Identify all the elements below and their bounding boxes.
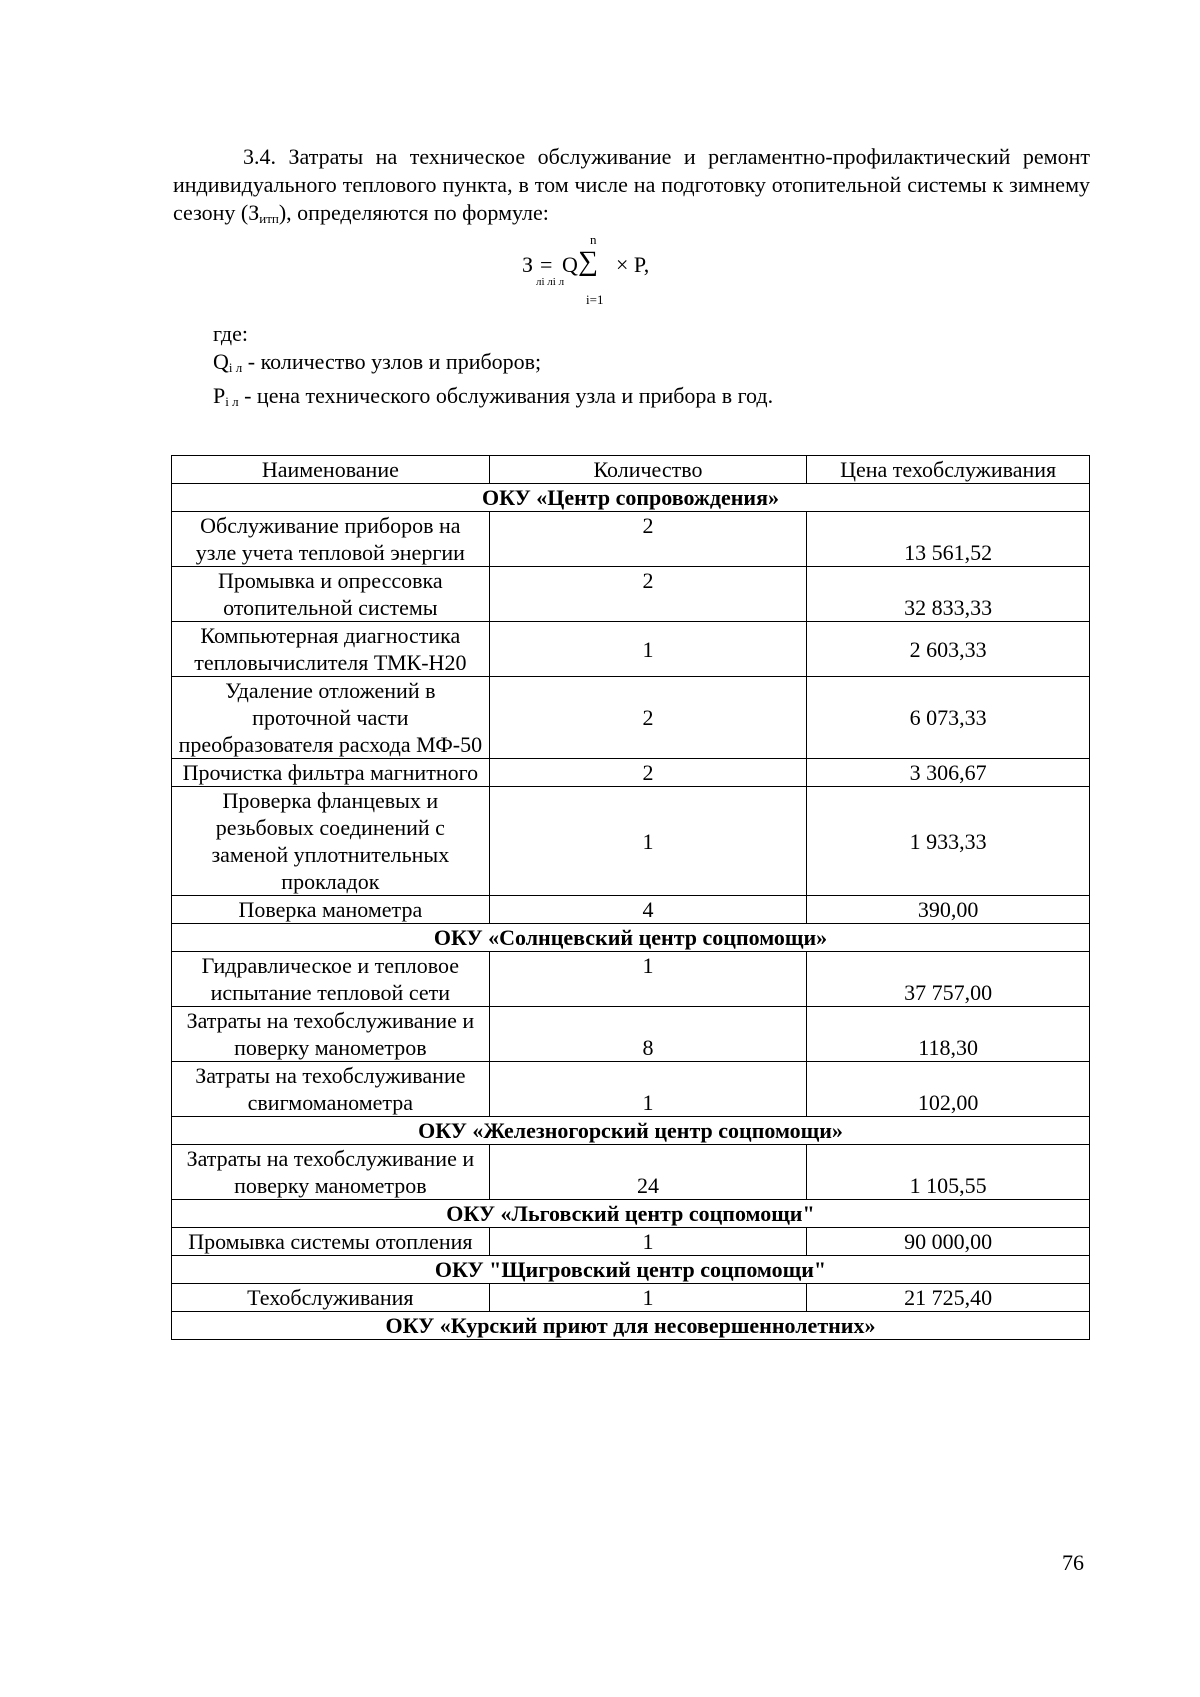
- cell-name: Поверка манометра: [172, 896, 490, 924]
- cell-price: 13 561,52: [807, 512, 1090, 567]
- table-row: [172, 1284, 1090, 1312]
- cell-quantity: 8: [489, 1007, 807, 1062]
- formula-sigma: ∑: [578, 246, 598, 277]
- cell-price: 6 073,33: [807, 677, 1090, 759]
- table-row: [172, 952, 1090, 1007]
- table-body: [172, 484, 1090, 1340]
- p-subscript: i л: [225, 394, 239, 409]
- cell-quantity: 1: [489, 1228, 807, 1256]
- q-subscript: i л: [228, 360, 243, 375]
- table-row: [172, 567, 1090, 622]
- section-title: ОКУ «Солнцевский центр соцпомощи»: [172, 924, 1090, 952]
- table-row: [172, 759, 1090, 787]
- cell-price: 118,30: [807, 1007, 1090, 1062]
- section-row: [172, 924, 1090, 952]
- cell-quantity: 2: [489, 677, 807, 759]
- section-row: [172, 1200, 1090, 1228]
- cell-quantity: 2: [489, 567, 807, 622]
- cell-price: 32 833,33: [807, 567, 1090, 622]
- cell-quantity: 2: [489, 512, 807, 567]
- cell-quantity: 4: [489, 896, 807, 924]
- cell-quantity: 1: [489, 1284, 807, 1312]
- cell-price: 3 306,67: [807, 759, 1090, 787]
- formula-q: Q: [562, 252, 578, 277]
- section-row: [172, 484, 1090, 512]
- cell-name: Гидравлическое и тепловое испытание тепловой сети: [172, 952, 490, 1007]
- cell-name: Промывка системы отопления: [172, 1228, 490, 1256]
- section-title: ОКУ "Щигровский центр соцпомощи": [172, 1256, 1090, 1284]
- p-definition: [213, 382, 773, 416]
- table-row: [172, 1062, 1090, 1117]
- formula-p: × P,: [616, 252, 650, 277]
- table-row: [172, 512, 1090, 567]
- cost-formula: [518, 232, 718, 308]
- formula-z: З: [522, 252, 534, 277]
- intro-text: 3.4. Затраты на техническое обслуживание и регламентно-профилактический ремонт индивидуального теплового пункта, в том числе на подготовку отопительной системы к зимнему сезону (З: [173, 144, 1090, 225]
- cell-price: 390,00: [807, 896, 1090, 924]
- table-row: [172, 896, 1090, 924]
- table-row: [172, 677, 1090, 759]
- cell-name: Прочистка фильтра магнитного: [172, 759, 490, 787]
- section-row: [172, 1117, 1090, 1145]
- intro-subscript: итп: [259, 211, 279, 226]
- p-symbol: P: [213, 383, 226, 408]
- q-text: - количество узлов и приборов;: [242, 349, 542, 374]
- cell-price: 102,00: [807, 1062, 1090, 1117]
- formula-subscripts: лi лi л: [536, 276, 565, 288]
- maintenance-table: [171, 455, 1090, 1340]
- cell-name: Затраты на техобслуживание и поверку манометров: [172, 1007, 490, 1062]
- cell-quantity: 1: [489, 787, 807, 896]
- cell-name: Затраты на техобслуживание свигмоманометра: [172, 1062, 490, 1117]
- table-row: [172, 1228, 1090, 1256]
- table-row: [172, 787, 1090, 896]
- q-definition: [213, 348, 773, 382]
- q-symbol: Q: [213, 349, 229, 374]
- cell-price: 90 000,00: [807, 1228, 1090, 1256]
- cell-name: Техобслуживания: [172, 1284, 490, 1312]
- header-name: Наименование: [172, 456, 490, 484]
- section-title: ОКУ «Курский приют для несовершеннолетних»: [172, 1312, 1090, 1340]
- cell-quantity: 24: [489, 1145, 807, 1200]
- table-row: [172, 1145, 1090, 1200]
- section-row: [172, 1256, 1090, 1284]
- table-row: [172, 1007, 1090, 1062]
- formula-lower-limit: i=1: [586, 292, 604, 307]
- cell-name: Затраты на техобслуживание и поверку манометров: [172, 1145, 490, 1200]
- header-price: Цена техобслуживания: [807, 456, 1090, 484]
- cell-quantity: 1: [489, 1062, 807, 1117]
- cell-price: 1 933,33: [807, 787, 1090, 896]
- formula-upper-limit: n: [590, 232, 597, 247]
- cell-name: Промывка и опрессовка отопительной системы: [172, 567, 490, 622]
- cell-quantity: 2: [489, 759, 807, 787]
- formula-definitions: [213, 320, 773, 416]
- header-quantity: Количество: [489, 456, 807, 484]
- table-row: [172, 622, 1090, 677]
- cell-name: Удаление отложений в проточной части преобразователя расхода МФ-50: [172, 677, 490, 759]
- p-text: - цена технического обслуживания узла и прибора в год.: [238, 383, 774, 408]
- intro-paragraph: [173, 143, 1090, 233]
- formula-equals: =: [540, 252, 553, 277]
- cell-quantity: 1: [489, 952, 807, 1007]
- cell-price: 37 757,00: [807, 952, 1090, 1007]
- where-label: где:: [213, 321, 248, 346]
- section-title: ОКУ «Железногорский центр соцпомощи»: [172, 1117, 1090, 1145]
- section-title: ОКУ «Центр сопровождения»: [172, 484, 1090, 512]
- cell-quantity: 1: [489, 622, 807, 677]
- cell-name: Проверка фланцевых и резьбовых соединений с заменой уплотнительных прокладок: [172, 787, 490, 896]
- table-header-row: [172, 456, 1090, 484]
- cell-price: 2 603,33: [807, 622, 1090, 677]
- section-title: ОКУ «Льговский центр соцпомощи": [172, 1200, 1090, 1228]
- cell-price: 1 105,55: [807, 1145, 1090, 1200]
- cell-price: 21 725,40: [807, 1284, 1090, 1312]
- cell-name: Компьютерная диагностика тепловычислителя ТМК-Н20: [172, 622, 490, 677]
- intro-tail: ), определяются по формуле:: [278, 200, 549, 225]
- cell-name: Обслуживание приборов на узле учета тепловой энергии: [172, 512, 490, 567]
- page-number: 76: [1062, 1550, 1084, 1575]
- section-row: [172, 1312, 1090, 1340]
